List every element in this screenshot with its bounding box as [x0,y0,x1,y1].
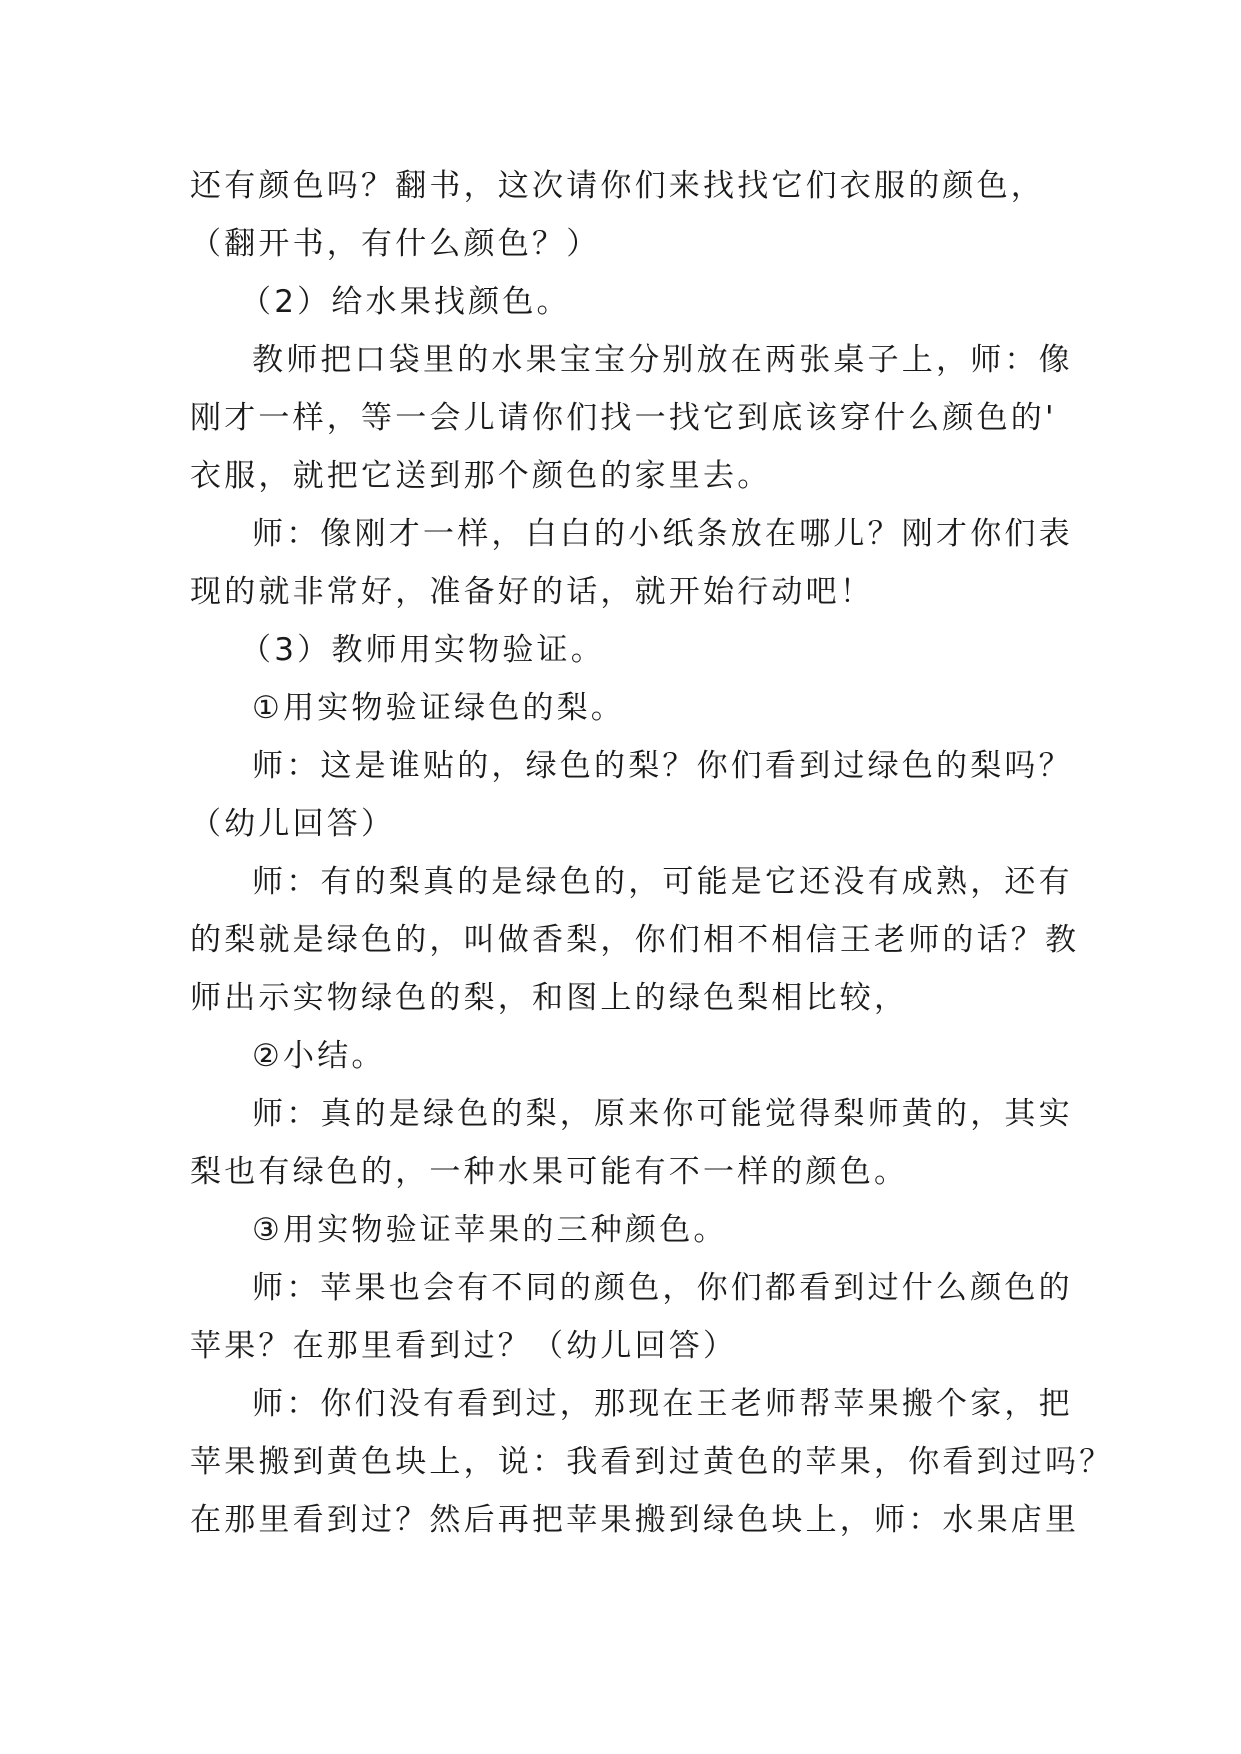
text-line: 苹果？在那里看到过？（幼儿回答） [190,1328,738,1364]
text-line: 梨也有绿色的，一种水果可能有不一样的颜色。 [190,1154,909,1190]
text-line: 的梨就是绿色的，叫做香梨，你们相不相信王老师的话？教 [190,922,1080,958]
text-line: （幼儿回答） [190,806,396,842]
text-line: 师出示实物绿色的梨，和图上的绿色梨相比较， [190,980,909,1016]
text-line: ①用实物验证绿色的梨。 [252,690,625,726]
text-line: 苹果搬到黄色块上，说：我看到过黄色的苹果，你看到过吗？ [190,1444,1114,1480]
text-line: 还有颜色吗？翻书，这次请你们来找找它们衣服的颜色， [190,168,1045,204]
text-line: （3）教师用实物验证。 [240,632,605,668]
text-line: 在那里看到过？然后再把苹果搬到绿色块上，师：水果店里 [190,1502,1080,1538]
text-line: ③用实物验证苹果的三种颜色。 [252,1212,728,1248]
text-line: 刚才一样，等一会儿请你们找一找它到底该穿什么颜色的' [190,400,1057,436]
text-line: 教师把口袋里的水果宝宝分别放在两张桌子上，师：像 [252,342,1073,378]
text-line: 师：真的是绿色的梨，原来你可能觉得梨师黄的，其实 [252,1096,1073,1132]
text-line: 师：有的梨真的是绿色的，可能是它还没有成熟，还有 [252,864,1073,900]
text-line: （翻开书，有什么颜色？） [190,226,601,262]
text-line: ②小结。 [252,1038,386,1074]
text-line: 现的就非常好，准备好的话，就开始行动吧！ [190,574,874,610]
text-line: 师：像刚才一样，白白的小纸条放在哪儿？刚才你们表 [252,516,1073,552]
text-line: 师：苹果也会有不同的颜色，你们都看到过什么颜色的 [252,1270,1073,1306]
text-line: 衣服，就把它送到那个颜色的家里去。 [190,458,772,494]
text-line: 师：这是谁贴的，绿色的梨？你们看到过绿色的梨吗？ [252,748,1073,784]
text-line: （2）给水果找颜色。 [240,284,571,320]
text-line: 师：你们没有看到过，那现在王老师帮苹果搬个家，把 [252,1386,1073,1422]
